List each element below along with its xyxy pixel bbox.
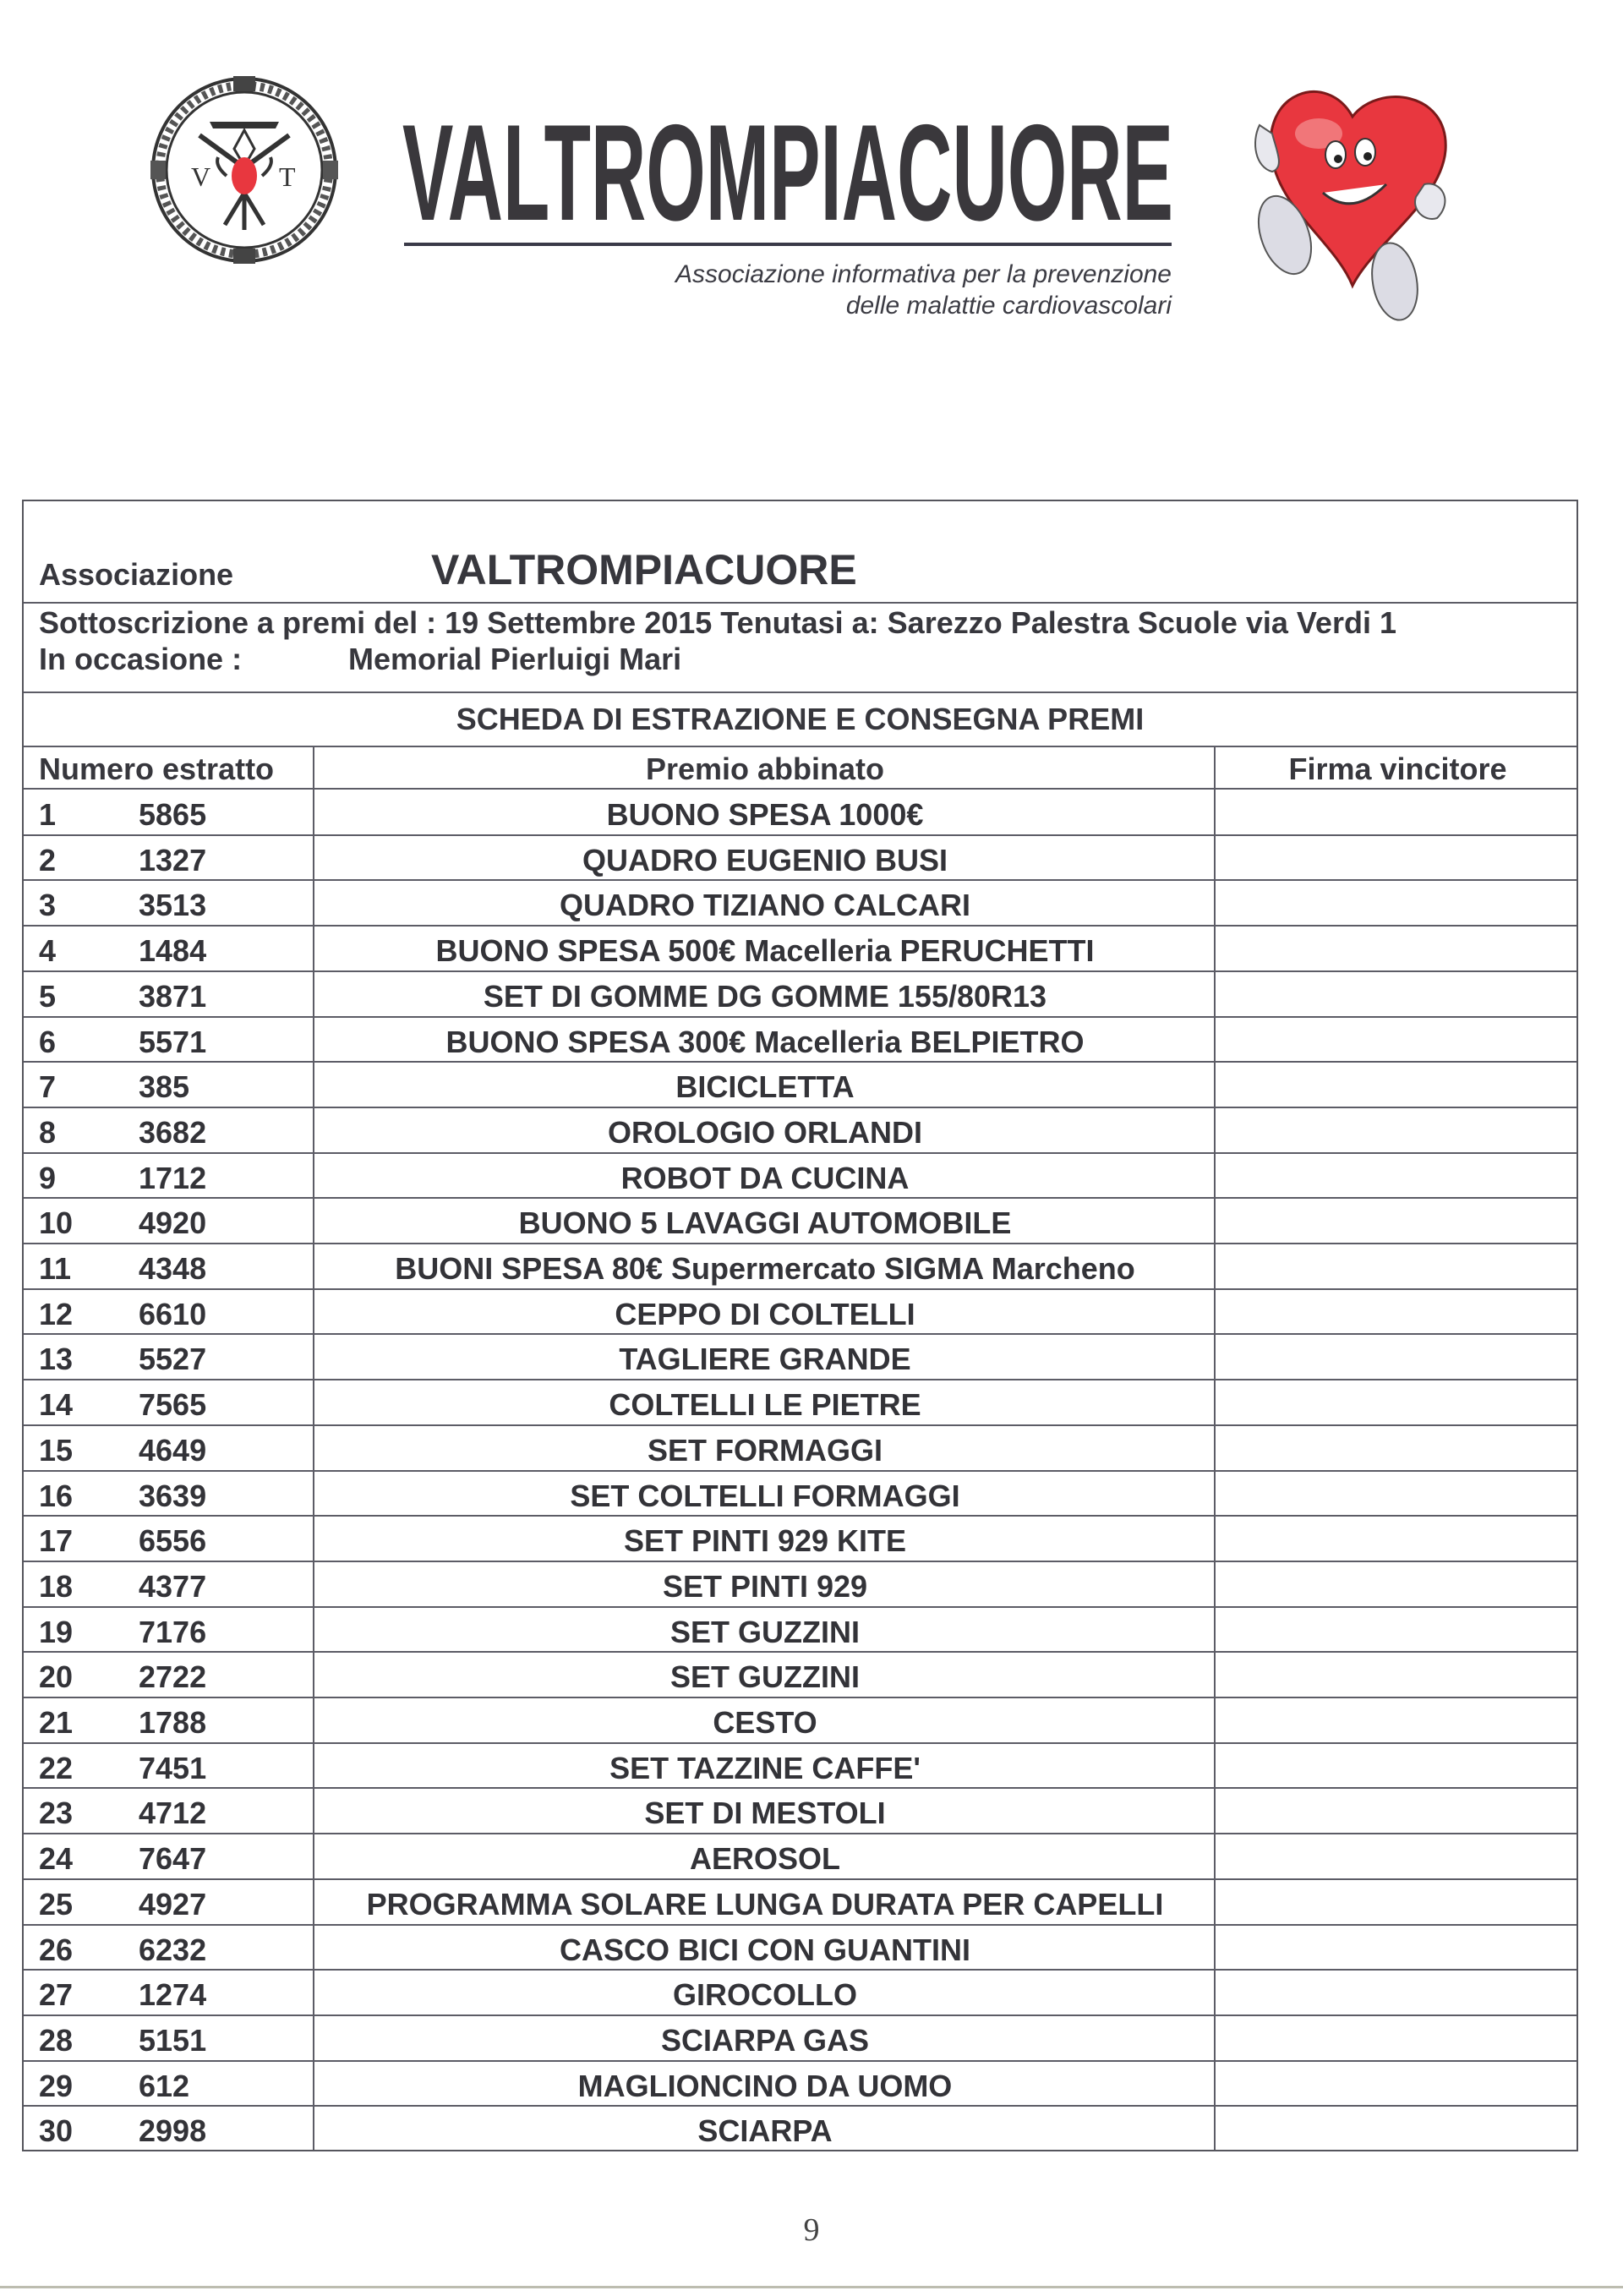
prize-name: GIROCOLLO bbox=[673, 1977, 857, 2013]
drawn-number: 1484 bbox=[139, 933, 207, 969]
winner-signature-field[interactable] bbox=[1217, 1879, 1577, 1925]
prize-name: SET GUZZINI bbox=[670, 1614, 860, 1649]
winner-signature-field[interactable] bbox=[1217, 1017, 1577, 1063]
prize-name: COLTELLI LE PIETRE bbox=[609, 1387, 921, 1423]
prize-draw-sheet bbox=[22, 500, 1578, 2151]
winner-signature-field[interactable] bbox=[1217, 1652, 1577, 1697]
row-index: 25 bbox=[39, 1886, 74, 1922]
row-index: 8 bbox=[39, 1114, 57, 1150]
winner-signature-field[interactable] bbox=[1217, 1970, 1577, 2015]
prize-name: BUONO SPESA 300€ Macelleria BELPIETRO bbox=[445, 1024, 1085, 1059]
prize-name: CESTO bbox=[713, 1705, 817, 1740]
drawn-number: 2998 bbox=[139, 2113, 207, 2149]
drawn-number: 1327 bbox=[139, 842, 207, 877]
winner-signature-field[interactable] bbox=[1217, 1925, 1577, 1971]
winner-signature-field[interactable] bbox=[1217, 1516, 1577, 1561]
prize-name: SET PINTI 929 KITE bbox=[623, 1523, 907, 1559]
emblem-letter-t: T bbox=[279, 161, 296, 192]
winner-signature-field[interactable] bbox=[1217, 1697, 1577, 1743]
winner-signature-field[interactable] bbox=[1217, 835, 1577, 881]
winner-signature-field[interactable] bbox=[1217, 1244, 1577, 1289]
prize-name: SET FORMAGGI bbox=[648, 1432, 883, 1468]
drawn-number: 4927 bbox=[139, 1886, 207, 1922]
prize-name: QUADRO TIZIANO CALCARI bbox=[560, 888, 970, 923]
winner-signature-field[interactable] bbox=[1217, 1153, 1577, 1199]
drawn-number: 3513 bbox=[139, 888, 207, 923]
row-index: 28 bbox=[39, 2022, 74, 2058]
table-row bbox=[24, 1380, 1577, 1425]
section-title: SCHEDA DI ESTRAZIONE E CONSEGNA PREMI bbox=[456, 702, 1145, 736]
winner-signature-field[interactable] bbox=[1217, 1062, 1577, 1107]
drawn-number: 1788 bbox=[139, 1705, 207, 1740]
prize-name: SET DI GOMME DG GOMME 155/80R13 bbox=[483, 978, 1047, 1014]
prize-name: BICICLETTA bbox=[675, 1069, 855, 1105]
table-row bbox=[24, 1879, 1577, 1925]
title-text: VALTROMPIACUORE bbox=[402, 103, 1173, 238]
winner-signature-field[interactable] bbox=[1217, 1289, 1577, 1335]
winner-signature-field[interactable] bbox=[1217, 2106, 1577, 2151]
row-index: 22 bbox=[39, 1750, 74, 1785]
table-row bbox=[24, 2015, 1577, 2061]
table-row bbox=[24, 926, 1577, 971]
table-row bbox=[24, 1334, 1577, 1380]
prize-name: SET TAZZINE CAFFE' bbox=[609, 1750, 921, 1785]
subtitle-line-1: Associazione informativa per la prevenzione bbox=[675, 260, 1172, 288]
winner-signature-field[interactable] bbox=[1217, 1380, 1577, 1425]
drawn-number: 2722 bbox=[139, 1659, 207, 1695]
subtitle-line-2: delle malattie cardiovascolari bbox=[845, 292, 1172, 320]
drawn-number: 4920 bbox=[139, 1205, 207, 1241]
drawn-number: 5527 bbox=[139, 1342, 207, 1377]
winner-signature-field[interactable] bbox=[1217, 880, 1577, 926]
prize-name: SCIARPA GAS bbox=[660, 2022, 870, 2058]
row-index: 1 bbox=[39, 797, 57, 832]
row-index: 26 bbox=[39, 1932, 74, 1967]
prize-name: BUONO SPESA 500€ Macelleria PERUCHETTI bbox=[435, 933, 1095, 969]
drawn-number: 3871 bbox=[139, 978, 207, 1014]
row-index: 10 bbox=[39, 1205, 74, 1241]
winner-signature-field[interactable] bbox=[1217, 1425, 1577, 1471]
table-row bbox=[24, 1289, 1577, 1335]
title-rule bbox=[404, 243, 1172, 246]
drawn-number: 1712 bbox=[139, 1160, 207, 1195]
table-row bbox=[24, 790, 1577, 835]
winner-signature-field[interactable] bbox=[1217, 1334, 1577, 1380]
prize-name: SET GUZZINI bbox=[670, 1659, 860, 1695]
prize-name: QUADRO EUGENIO BUSI bbox=[582, 842, 948, 877]
winner-signature-field[interactable] bbox=[1217, 1471, 1577, 1517]
winner-signature-field[interactable] bbox=[1217, 1561, 1577, 1607]
drawn-number: 4712 bbox=[139, 1796, 207, 1831]
drawn-number: 612 bbox=[139, 2068, 190, 2103]
table-row bbox=[24, 1970, 1577, 2015]
column-header-number: Numero estratto bbox=[39, 752, 275, 786]
drawn-number: 3682 bbox=[139, 1114, 207, 1150]
occasion-value: Memorial Pierluigi Mari bbox=[348, 642, 682, 676]
table-row bbox=[24, 1425, 1577, 1471]
divider bbox=[24, 746, 1577, 747]
winner-signature-field[interactable] bbox=[1217, 1107, 1577, 1153]
drawn-number: 7647 bbox=[139, 1841, 207, 1877]
row-index: 3 bbox=[39, 888, 57, 923]
row-index: 4 bbox=[39, 933, 57, 969]
page-number: 9 bbox=[803, 2212, 820, 2248]
table-row bbox=[24, 1788, 1577, 1834]
table-row bbox=[24, 1471, 1577, 1517]
winner-signature-field[interactable] bbox=[1217, 926, 1577, 971]
winner-signature-field[interactable] bbox=[1217, 1834, 1577, 1879]
table-row bbox=[24, 1017, 1577, 1063]
prize-name: SCIARPA bbox=[697, 2113, 833, 2149]
drawn-number: 7451 bbox=[139, 1750, 207, 1785]
row-index: 20 bbox=[39, 1659, 74, 1695]
table-row bbox=[24, 1244, 1577, 1289]
prize-name: OROLOGIO ORLANDI bbox=[608, 1114, 922, 1150]
association-name: VALTROMPIACUORE bbox=[431, 546, 857, 593]
column-header-prize: Premio abbinato bbox=[645, 752, 885, 786]
drawn-number: 7565 bbox=[139, 1387, 207, 1423]
column-header-signature: Firma vincitore bbox=[1288, 752, 1507, 786]
row-index: 14 bbox=[39, 1387, 74, 1423]
row-index: 27 bbox=[39, 1977, 74, 2013]
drawn-number: 3639 bbox=[139, 1478, 207, 1513]
row-index: 13 bbox=[39, 1342, 74, 1377]
row-index: 6 bbox=[39, 1024, 57, 1059]
row-index: 19 bbox=[39, 1614, 74, 1649]
table-row bbox=[24, 1516, 1577, 1561]
row-index: 29 bbox=[39, 2068, 74, 2103]
page-title bbox=[402, 103, 1175, 238]
prize-name: TAGLIERE GRANDE bbox=[619, 1342, 911, 1377]
table-row bbox=[24, 1925, 1577, 1971]
table-row bbox=[24, 1153, 1577, 1199]
table-row bbox=[24, 2061, 1577, 2107]
prize-name: BUONI SPESA 80€ Supermercato SIGMA Marcheno bbox=[395, 1251, 1135, 1286]
table-row bbox=[24, 1652, 1577, 1697]
prize-name: BUONO 5 LAVAGGI AUTOMOBILE bbox=[518, 1205, 1012, 1241]
row-index: 7 bbox=[39, 1069, 57, 1105]
drawn-number: 4348 bbox=[139, 1251, 207, 1286]
row-index: 9 bbox=[39, 1160, 57, 1195]
row-index: 16 bbox=[39, 1478, 74, 1513]
row-index: 23 bbox=[39, 1796, 74, 1831]
row-index: 21 bbox=[39, 1705, 74, 1740]
emblem-vt-icon bbox=[149, 74, 340, 265]
winner-signature-field[interactable] bbox=[1217, 1198, 1577, 1244]
prize-name: PROGRAMMA SOLARE LUNGA DURATA PER CAPELLI bbox=[366, 1886, 1164, 1922]
prize-name: SET PINTI 929 bbox=[662, 1568, 868, 1604]
winner-signature-field[interactable] bbox=[1217, 790, 1577, 835]
drawn-number: 6556 bbox=[139, 1523, 207, 1559]
row-index: 18 bbox=[39, 1568, 74, 1604]
table-row bbox=[24, 1743, 1577, 1789]
row-index: 17 bbox=[39, 1523, 74, 1559]
drawn-number: 5571 bbox=[139, 1024, 207, 1059]
table-row bbox=[24, 880, 1577, 926]
row-index: 30 bbox=[39, 2113, 74, 2149]
winner-signature-field[interactable] bbox=[1217, 2061, 1577, 2107]
prize-name: SET DI MESTOLI bbox=[644, 1796, 886, 1831]
drawn-number: 6232 bbox=[139, 1932, 207, 1967]
divider bbox=[24, 692, 1577, 693]
table-row bbox=[24, 971, 1577, 1017]
row-index: 15 bbox=[39, 1432, 74, 1468]
table-row bbox=[24, 1607, 1577, 1653]
prize-name: SET COLTELLI FORMAGGI bbox=[570, 1478, 960, 1513]
drawn-number: 4377 bbox=[139, 1568, 207, 1604]
occasion-label: In occasione : bbox=[39, 642, 243, 676]
winner-signature-field[interactable] bbox=[1217, 1788, 1577, 1834]
row-index: 24 bbox=[39, 1841, 74, 1877]
table-row bbox=[24, 1561, 1577, 1607]
drawn-number: 385 bbox=[139, 1069, 190, 1105]
row-index: 2 bbox=[39, 842, 57, 877]
divider bbox=[24, 602, 1577, 604]
emblem-letter-v: V bbox=[191, 161, 211, 192]
prize-name: AEROSOL bbox=[689, 1841, 840, 1877]
prize-name: ROBOT DA CUCINA bbox=[620, 1160, 910, 1195]
prize-name: CEPPO DI COLTELLI bbox=[615, 1296, 915, 1331]
table-row bbox=[24, 1697, 1577, 1743]
association-label: Associazione bbox=[39, 557, 234, 592]
drawn-number: 4649 bbox=[139, 1432, 207, 1468]
subscription-line: Sottoscrizione a premi del : 19 Settembre 2015 Tenutasi a: Sarezzo Palestra Scuole via Verdi 1 bbox=[39, 605, 1396, 640]
drawn-number: 1274 bbox=[139, 1977, 207, 2013]
row-index: 5 bbox=[39, 978, 57, 1014]
prize-name: CASCO BICI CON GUANTINI bbox=[560, 1932, 970, 1967]
table-row bbox=[24, 1062, 1577, 1107]
scan-edge bbox=[0, 2286, 1623, 2288]
table-row bbox=[24, 835, 1577, 881]
table-row bbox=[24, 2106, 1577, 2151]
prize-name: BUONO SPESA 1000€ bbox=[606, 797, 924, 832]
winner-signature-field[interactable] bbox=[1217, 2015, 1577, 2061]
drawn-number: 5865 bbox=[139, 797, 207, 832]
table-row bbox=[24, 1834, 1577, 1879]
drawn-number: 7176 bbox=[139, 1614, 207, 1649]
drawn-number: 6610 bbox=[139, 1296, 207, 1331]
row-index: 11 bbox=[39, 1251, 72, 1286]
table-row bbox=[24, 1198, 1577, 1244]
winner-signature-field[interactable] bbox=[1217, 1743, 1577, 1789]
row-index: 12 bbox=[39, 1296, 74, 1331]
drawn-number: 5151 bbox=[139, 2022, 207, 2058]
table-row bbox=[24, 1107, 1577, 1153]
winner-signature-field[interactable] bbox=[1217, 971, 1577, 1017]
prize-name: MAGLIONCINO DA UOMO bbox=[577, 2068, 953, 2103]
winner-signature-field[interactable] bbox=[1217, 1607, 1577, 1653]
heart-mascot-icon bbox=[1226, 74, 1471, 328]
